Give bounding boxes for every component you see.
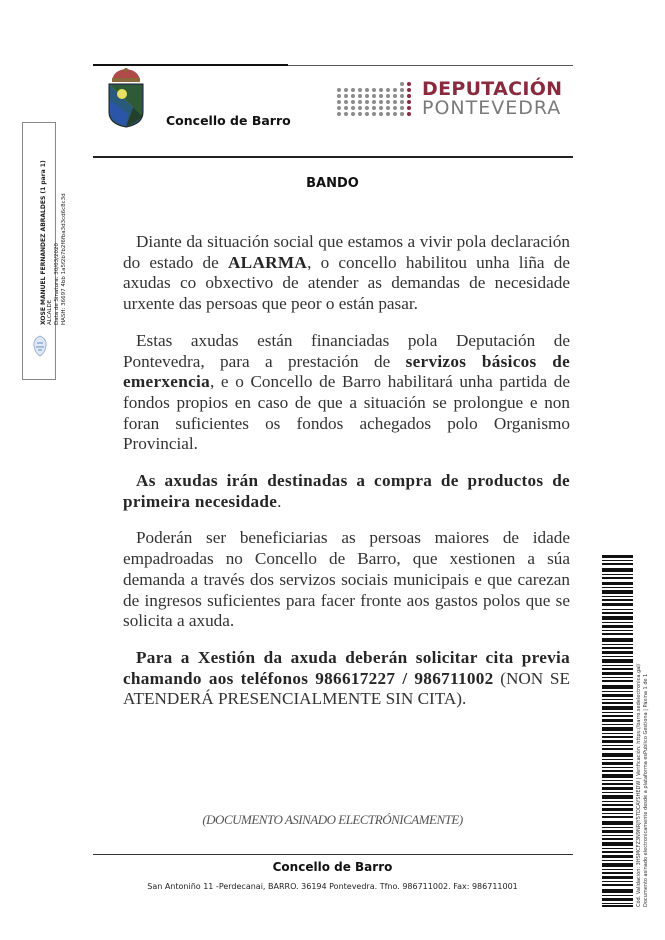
municipal-crest-logo — [106, 66, 146, 128]
signature-text-block — [25, 125, 67, 325]
emphasis-phone-numbers: Para a Xestión da axuda deberán solicitar cita previa chamando aos teléfonos 986617227 / 986711002 — [123, 647, 570, 688]
signature-rotated-text — [40, 160, 68, 325]
platform-note: Documento asinado electronicamente desde a plataforma esPublico Gestiona | Páxina 1 de 1 — [643, 673, 649, 907]
electronic-signature-note: (DOCUMENTO ASINADO ELECTRÓNICAMENTE) — [202, 812, 463, 827]
dot-grid-icon — [336, 80, 412, 118]
emphasis-purpose: As axudas irán destinadas a compra de productos de primeira necesidade — [123, 471, 570, 511]
signature-panel — [22, 122, 67, 380]
paragraph-text: . — [277, 491, 282, 511]
signer-role: ALCALDE — [47, 299, 53, 325]
deputacion-logo — [336, 80, 566, 120]
paragraph-text: , o concello habilitou unha liña de axudas co obxectivo de atender as demandas de necesidade urxente das persoas que peor o están pasar. — [123, 252, 570, 314]
paragraph-purpose — [123, 471, 570, 512]
deputacion-wordmark: DEPUTACIÓN — [422, 78, 563, 100]
paragraph-text: Diante da situación social que estamos a vivir pola declaración do estado de — [123, 232, 570, 272]
header-top-rule — [93, 65, 573, 66]
emphasis-alarma: ALARMA — [227, 252, 308, 272]
verification-rotated-text — [636, 555, 650, 907]
paragraph-beneficiaries — [123, 528, 570, 632]
verification-text-block — [636, 555, 658, 907]
signer-name: XOSE MANUEL FERNANDEZ ABRALDES (1 para 1) — [40, 160, 47, 325]
document-body — [123, 232, 570, 726]
header-org-name: Concello de Barro — [166, 113, 291, 128]
document-title: BANDO — [306, 176, 359, 191]
signature-hash: HASH: 36697 4bb 1a5f2b7b2f6fba3d3cd6c8c3d — [61, 193, 67, 325]
footer-org-name: Concello de Barro — [272, 860, 393, 874]
paragraph-alarm — [123, 232, 570, 315]
signature-seal-icon — [31, 335, 49, 357]
paragraph-appointment — [123, 648, 570, 710]
pontevedra-wordmark: PONTEVEDRA — [422, 97, 562, 119]
paragraph-text: Estas axudas están financiadas pola Deputación de Pontevedra, para a prestación de — [123, 330, 570, 371]
verification-barcode — [602, 555, 633, 907]
paragraph-text: Poderán ser beneficiarias as persoas maiores de idade empadroadas no Concello de Barro, que xestionen a súa demanda a través dos servizos sociais municipais e que carezan de ingresos suficientes para facer fronte aos gastos polos que se solicita a axuda. — [123, 528, 570, 631]
paragraph-text: , e o Concello de Barro habilitará unha partida de fondos propios en caso de que a situación se prolongue e non foran suficientes os fondos achegados polo Organismo Provincial. — [123, 372, 570, 454]
footer-address: San Antoniño 11 -Perdecanai, BARRO. 36194 Pontevedra. Tfno. 986711002. Fax: 986711001 — [147, 882, 518, 891]
emphasis-basic-services: servizos básicos de emerxencia — [123, 351, 570, 392]
paragraph-funding — [123, 331, 570, 455]
header-divider — [93, 156, 573, 158]
validation-code: Cód. Validación: 3HSMCFZ3N9NRJY5TDCAYSHEDW | Verificación: https://barro.sedelectronica.gal/ — [636, 663, 642, 907]
signature-date: Data de Sinatura: 30/03/2020 — [54, 243, 60, 325]
paragraph-text: (NON SE ATENDERÁ PRESENCIALMENTE SIN CITA). — [123, 668, 570, 709]
footer-divider — [93, 854, 573, 855]
